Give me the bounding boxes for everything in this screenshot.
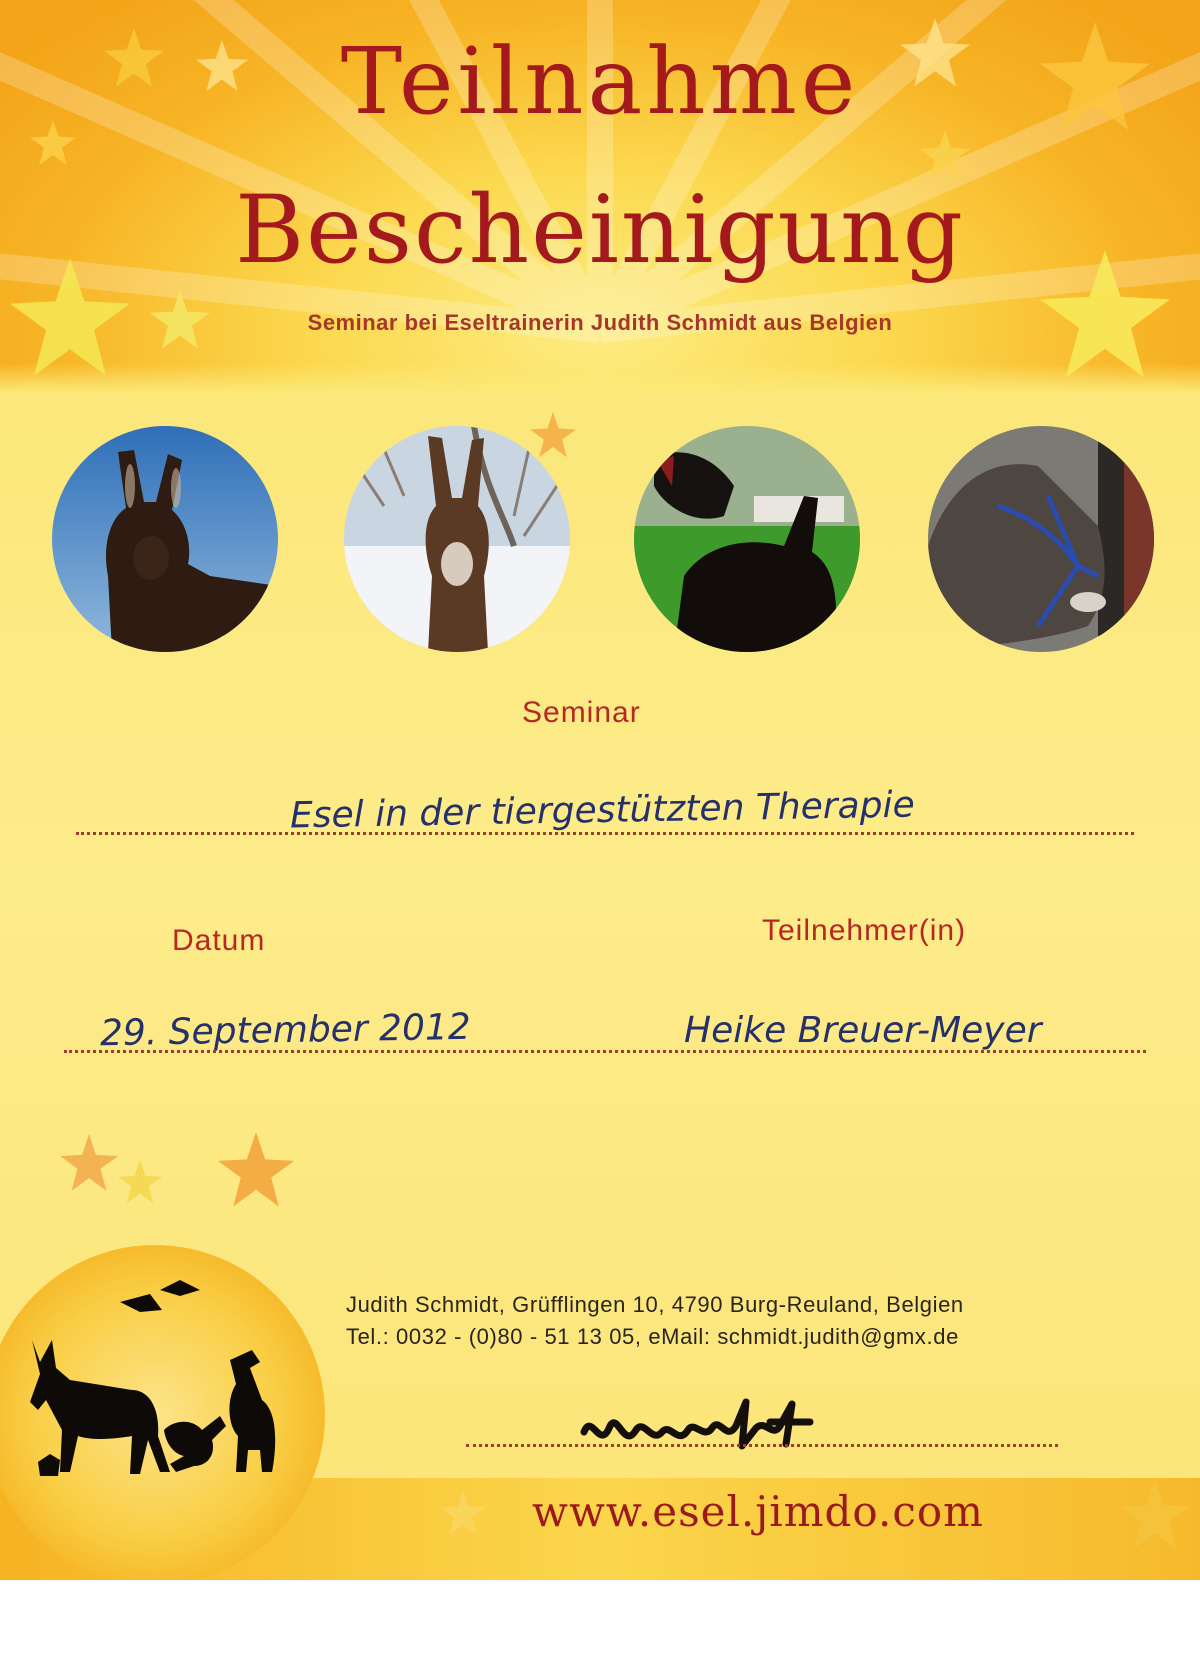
- date-label: Datum: [172, 924, 266, 957]
- donkeys-on-green-meadow-photo: [634, 426, 860, 652]
- seminar-dotted-line: [76, 832, 1134, 835]
- seminar-value: Esel in der tiergestützten Therapie: [289, 784, 916, 837]
- website-url: www.esel.jimdo.com: [532, 1487, 984, 1536]
- donkey-in-snow-photo: [344, 426, 570, 652]
- star-icon: [440, 1490, 486, 1536]
- seminar-label: Seminar: [522, 696, 641, 729]
- donkey-photo-4: [928, 426, 1154, 652]
- participant-label: Teilnehmer(in): [762, 914, 967, 947]
- certificate-title-line-1: Teilnahme: [340, 28, 860, 135]
- certificate-title-line-2: Bescheinigung: [235, 176, 965, 285]
- star-icon: [920, 130, 970, 180]
- signature-dotted-line: [466, 1444, 1058, 1447]
- donkey-photo-2: [344, 426, 570, 652]
- donkey-against-blue-sky-photo: [52, 426, 278, 652]
- star-icon: [1120, 1480, 1190, 1550]
- star-icon: [118, 1160, 162, 1204]
- date-value: 29. September 2012: [99, 1006, 472, 1055]
- donkey-with-blue-halter-photo: [928, 426, 1154, 652]
- contact-address: Judith Schmidt, Grüfflingen 10, 4790 Burg-Reuland, Belgien: [346, 1292, 964, 1317]
- seminar-subtitle: Seminar bei Eseltrainerin Judith Schmidt aus Belgien: [307, 310, 893, 335]
- star-icon: [218, 1132, 294, 1208]
- signature-image: [570, 1392, 820, 1468]
- date-participant-dotted-line: [64, 1050, 1146, 1053]
- star-icon: [60, 1134, 118, 1192]
- participant-value: Heike Breuer-Meyer: [684, 1010, 1042, 1051]
- animal-silhouettes-logo: [0, 1240, 340, 1580]
- donkey-photo-1: [52, 426, 278, 652]
- donkey-photo-3: [634, 426, 860, 652]
- contact-phone-email: Tel.: 0032 - (0)80 - 51 13 05, eMail: schmidt.judith@gmx.de: [346, 1324, 959, 1349]
- star-icon: [530, 412, 576, 458]
